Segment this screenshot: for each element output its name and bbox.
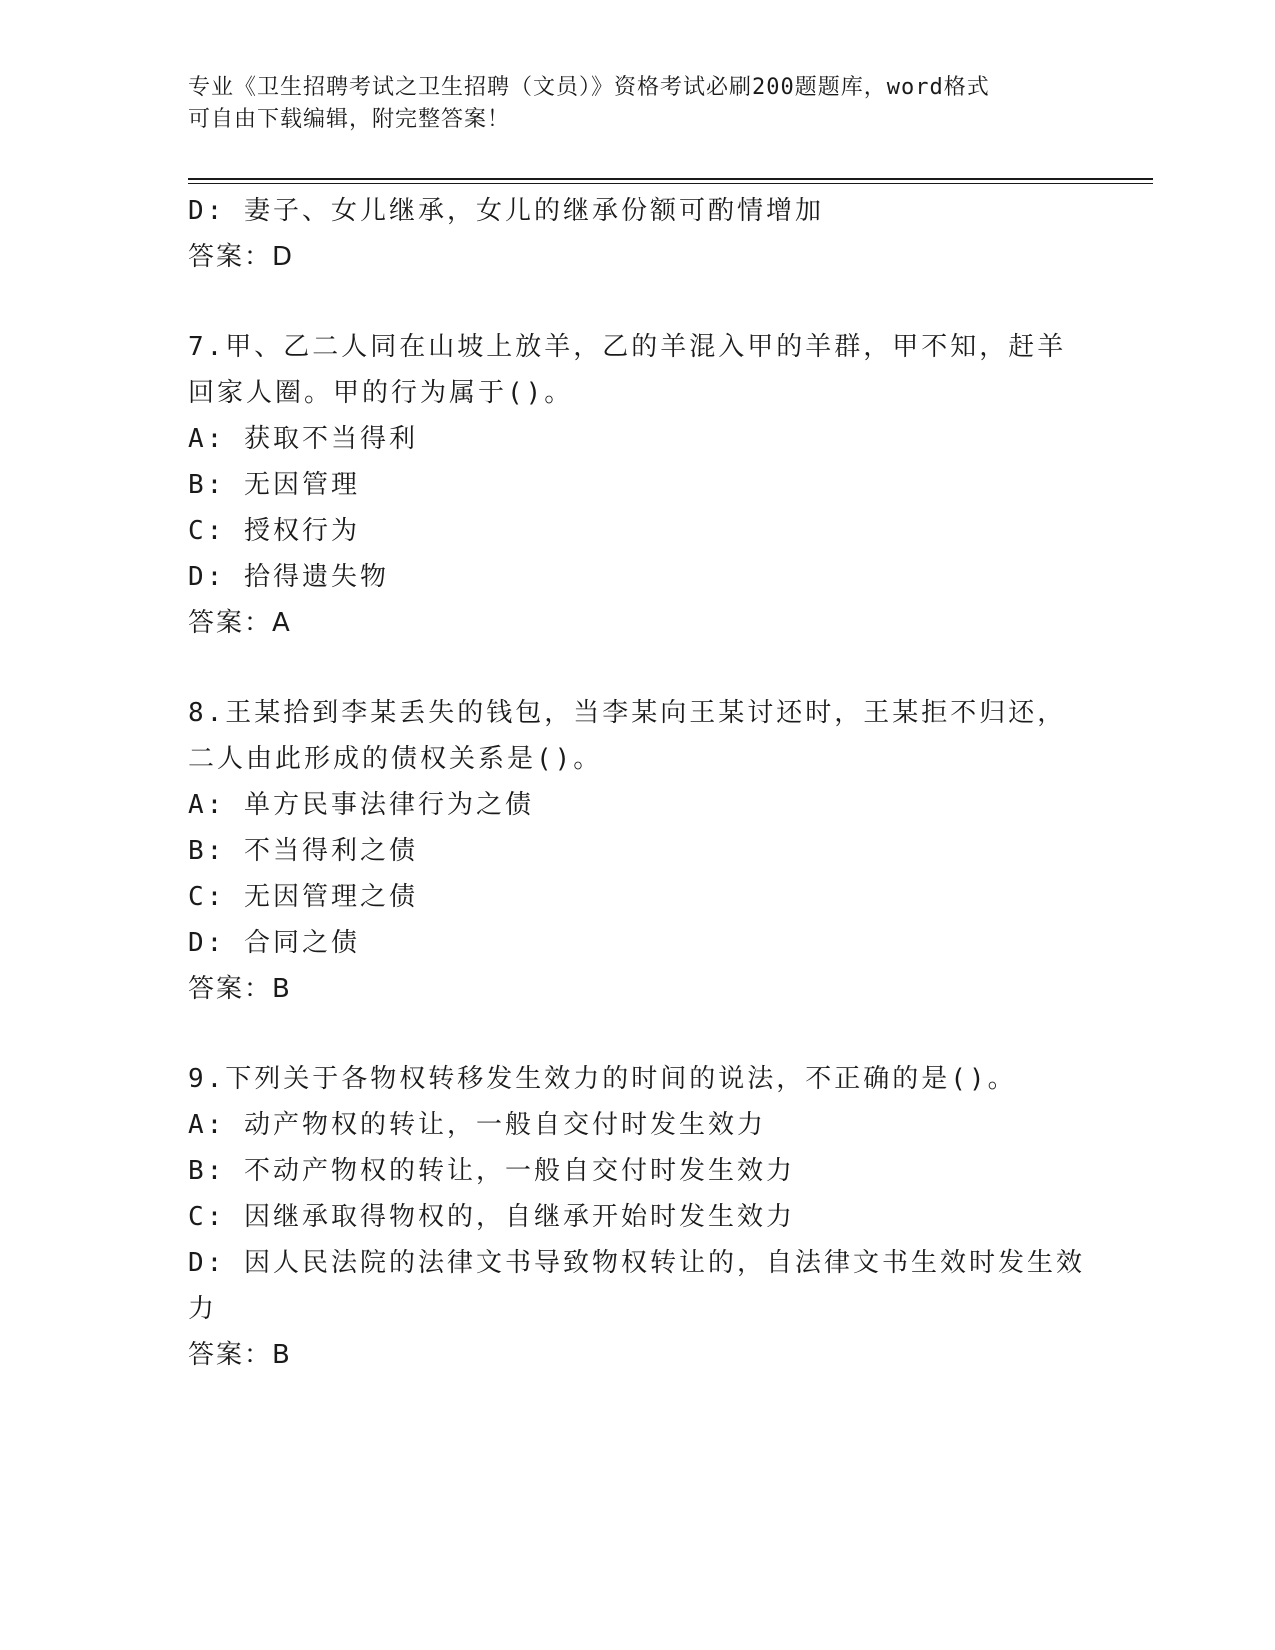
option-d: D: 因人民法院的法律文书导致物权转让的，自法律文书生效时发生效 bbox=[188, 1248, 1085, 1278]
question-stem: 8.王某拾到李某丢失的钱包，当李某向王某讨还时，王某拒不归还， bbox=[188, 698, 1067, 728]
question-stem: 回家人圈。甲的行为属于()。 bbox=[188, 378, 574, 408]
question-stem: 9.下列关于各物权转移发生效力的时间的说法，不正确的是()。 bbox=[188, 1064, 1017, 1094]
option-c: C: 无因管理之债 bbox=[188, 882, 418, 912]
option-b: B: 不当得利之债 bbox=[188, 836, 418, 866]
answer-line: 答案：A bbox=[188, 608, 292, 638]
option-d: D: 拾得遗失物 bbox=[188, 562, 389, 592]
option-b: B: 无因管理 bbox=[188, 470, 360, 500]
option-c: C: 授权行为 bbox=[188, 516, 360, 546]
option-d-continuation: 力 bbox=[188, 1294, 218, 1324]
question-stem: 二人由此形成的债权关系是()。 bbox=[188, 744, 603, 774]
page-header bbox=[188, 72, 1068, 136]
question-stem: 7.甲、乙二人同在山坡上放羊，乙的羊混入甲的羊群，甲不知，赶羊 bbox=[188, 332, 1067, 362]
answer-line: 答案：B bbox=[188, 974, 292, 1004]
option-d: D: 合同之债 bbox=[188, 928, 360, 958]
option-a: A: 获取不当得利 bbox=[188, 424, 418, 454]
spacer bbox=[188, 280, 1088, 324]
question-6-tail bbox=[188, 188, 1088, 280]
answer-line: 答案：D bbox=[188, 242, 295, 272]
question-content bbox=[188, 188, 1088, 1378]
option-a: A: 单方民事法律行为之债 bbox=[188, 790, 534, 820]
option-a: A: 动产物权的转让，一般自交付时发生效力 bbox=[188, 1110, 766, 1140]
option-b: B: 不动产物权的转让，一般自交付时发生效力 bbox=[188, 1156, 795, 1186]
header-title-line2: 可自由下载编辑，附完整答案！ bbox=[188, 107, 511, 132]
spacer bbox=[188, 1012, 1088, 1056]
spacer bbox=[188, 646, 1088, 690]
option-d: D: 妻子、女儿继承，女儿的继承份额可酌情增加 bbox=[188, 196, 824, 226]
option-c: C: 因继承取得物权的，自继承开始时发生效力 bbox=[188, 1202, 795, 1232]
answer-line: 答案：B bbox=[188, 1340, 292, 1370]
header-divider-thick bbox=[188, 178, 1153, 180]
question-7 bbox=[188, 324, 1088, 646]
question-9 bbox=[188, 1056, 1088, 1378]
question-8 bbox=[188, 690, 1088, 1012]
header-title-line1: 专业《卫生招聘考试之卫生招聘（文员）》资格考试必刷200题题库，word格式 bbox=[188, 75, 990, 100]
header-divider-thin bbox=[188, 183, 1153, 184]
